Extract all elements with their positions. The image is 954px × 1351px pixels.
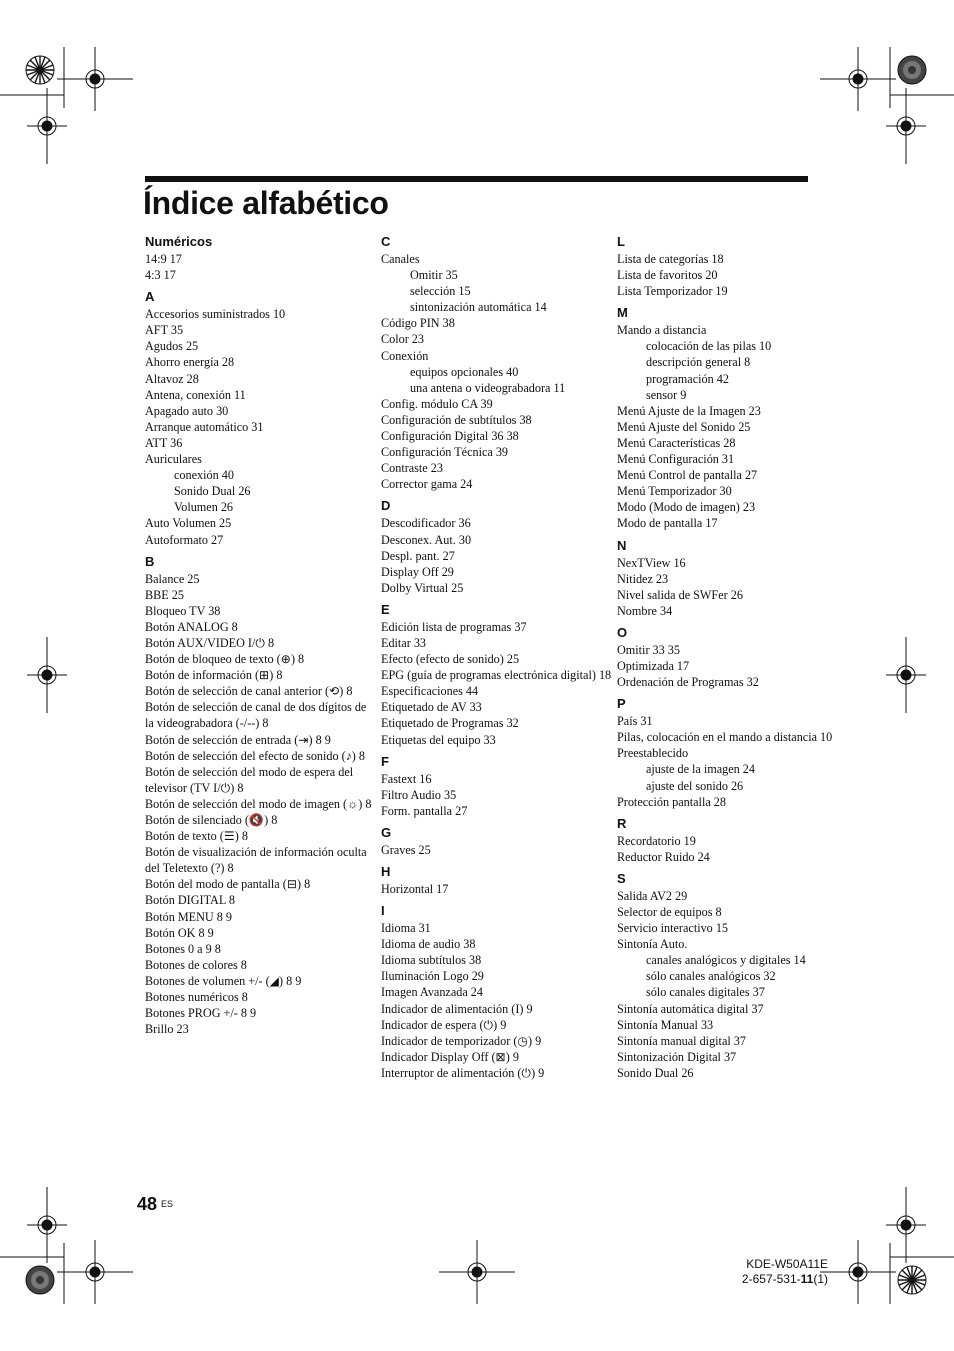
- index-subentry: conexión 40: [174, 468, 234, 483]
- index-entry: Botón ANALOG 8: [145, 619, 238, 634]
- section-heading: F: [381, 753, 389, 769]
- index-entry: Descodificador 36: [381, 516, 471, 531]
- index-entry: Mando a distancia: [617, 323, 707, 338]
- index-entry: Accesorios suministrados 10: [145, 307, 286, 322]
- index-entry: Reductor Ruido 24: [617, 849, 710, 864]
- index-entry: Desconex. Aut. 30: [381, 532, 472, 547]
- index-entry: Corrector gama 24: [381, 477, 473, 492]
- index-entry: Indicador de espera (⏻) 9: [381, 1017, 507, 1032]
- index-entry: Sintonización Digital 37: [617, 1049, 737, 1064]
- index-entry: Editar 33: [381, 635, 427, 650]
- index-entry: Canales: [381, 252, 420, 266]
- index-entry: Lista Temporizador 19: [617, 284, 728, 299]
- section-heading: M: [617, 305, 628, 321]
- index-subentry: Sonido Dual 26: [174, 484, 251, 499]
- index-entry: Auto Volumen 25: [145, 516, 232, 531]
- section-heading: I: [381, 903, 385, 919]
- index-subentry: canales analógicos y digitales 14: [646, 953, 806, 968]
- index-entry: Idioma subtítulos 38: [381, 953, 482, 968]
- page-language-code: ES: [161, 1199, 174, 1209]
- index-entry: Graves 25: [381, 842, 431, 857]
- index-entry: Botón de selección del modo de espera del televisor (TV I/⏻) 8: [145, 764, 354, 795]
- index-entry: Botón de silenciado (🔇) 8: [145, 813, 278, 827]
- index-subentry: equipos opcionales 40: [410, 364, 519, 379]
- index-entry: Botón OK 8 9: [145, 925, 214, 940]
- section-heading: B: [145, 553, 155, 569]
- page-number: 48: [137, 1194, 158, 1214]
- index-column-3: [617, 233, 849, 1081]
- index-entry: Botón de información (⊞) 8: [145, 668, 283, 683]
- index-entry: Etiquetado de AV 33: [381, 700, 482, 715]
- index-entry: BBE 25: [145, 587, 184, 602]
- index-entry: Pilas, colocación en el mando a distancia 10: [617, 730, 833, 745]
- index-entry: Brillo 23: [145, 1022, 189, 1037]
- index-entry: Nivel salida de SWFer 26: [617, 587, 743, 602]
- document-code: 2-657-531-11(1): [741, 1272, 828, 1286]
- index-entry: Auriculares: [145, 452, 202, 467]
- section-heading: H: [381, 864, 391, 879]
- index-entry: Sintonía manual digital 37: [617, 1033, 746, 1048]
- index-entry: País 31: [617, 714, 653, 729]
- index-subentry: ajuste del sonido 26: [646, 778, 744, 793]
- index-entry: Color 23: [381, 332, 424, 347]
- index-entry: Etiquetado de Programas 32: [381, 716, 519, 731]
- index-entry: 4:3 17: [145, 268, 176, 283]
- index-subentry: colocación de las pilas 10: [646, 339, 772, 354]
- index-entry: Protección pantalla 28: [617, 794, 726, 809]
- index-entry: Botón de selección de canal anterior (⟲) 8: [145, 684, 353, 699]
- index-subentry: ajuste de la imagen 24: [646, 762, 755, 777]
- index-subentry: sólo canales digitales 37: [646, 985, 765, 1000]
- index-entry: Nitidez 23: [617, 571, 669, 586]
- index-column-2: [381, 233, 613, 1081]
- index-entry: Arranque automático 31: [145, 419, 264, 434]
- index-entry: Botones de volumen +/- (◢) 8 9: [145, 973, 302, 988]
- section-heading: Numéricos: [145, 234, 213, 249]
- model-info: [742, 1257, 828, 1287]
- section-heading: L: [617, 234, 625, 249]
- index-entry: Form. pantalla 27: [381, 803, 468, 818]
- index-entry: Autoformato 27: [145, 532, 224, 547]
- index-entry: Idioma 31: [381, 921, 431, 936]
- index-subentry: Volumen 26: [174, 500, 234, 515]
- index-entry: Menú Ajuste del Sonido 25: [617, 419, 751, 434]
- index-entry: Horizontal 17: [381, 882, 449, 896]
- index-entry: Preestablecido: [617, 746, 689, 761]
- index-entry: Display Off 29: [381, 564, 454, 579]
- index-entry: Altavoz 28: [145, 371, 199, 386]
- index-entry: Recordatorio 19: [617, 833, 696, 848]
- index-entry: Efecto (efecto de sonido) 25: [381, 652, 520, 667]
- index-entry: Omitir 33 35: [617, 642, 680, 657]
- index-entry: Especificaciones 44: [381, 684, 479, 699]
- index-entry: Botón de selección de entrada (⇥) 8 9: [145, 732, 331, 747]
- section-heading: S: [617, 870, 626, 886]
- index-entry: Interruptor de alimentación (⏻) 9: [381, 1065, 545, 1080]
- index-entry: Salida AV2 29: [617, 888, 688, 903]
- index-entry: Config. módulo CA 39: [381, 396, 493, 411]
- index-entry: Fastext 16: [381, 771, 432, 786]
- index-subentry: selección 15: [410, 284, 471, 299]
- section-heading: N: [617, 537, 627, 553]
- index-subentry: sólo canales analógicos 32: [646, 969, 776, 984]
- index-entry: Bloqueo TV 38: [145, 603, 221, 618]
- index-subentry: Omitir 35: [410, 268, 458, 283]
- index-entry: Botones PROG +/- 8 9: [145, 1006, 257, 1021]
- index-entry: Botón de selección del modo de imagen (☼) 8: [145, 796, 372, 811]
- index-entry: Modo de pantalla 17: [617, 516, 718, 531]
- model-number: KDE-W50A11E: [746, 1257, 828, 1271]
- index-entry: Etiquetas del equipo 33: [381, 732, 496, 747]
- index-entry: Contraste 23: [381, 461, 443, 476]
- index-entry: Configuración de subtítulos 38: [381, 412, 532, 427]
- index-entry: Menú Características 28: [617, 435, 736, 450]
- index-entry: Conexión: [381, 348, 429, 363]
- index-entry: Botón AUX/VIDEO I/⏻ 8: [145, 635, 275, 650]
- section-heading: P: [617, 696, 626, 712]
- index-entry: NexTView 16: [617, 555, 686, 570]
- index-entry: Despl. pant. 27: [381, 548, 455, 563]
- index-entry: Indicador de alimentación (I) 9: [381, 1001, 533, 1016]
- section-heading: D: [381, 498, 391, 514]
- index-entry: Menú Temporizador 30: [617, 484, 732, 499]
- index-entry: Ordenación de Programas 32: [617, 675, 759, 690]
- index-entry: Antena, conexión 11: [145, 387, 246, 402]
- index-entry: Sintonía Manual 33: [617, 1017, 714, 1032]
- index-entry: Botones de colores 8: [145, 957, 247, 972]
- index-entry: Botones numéricos 8: [145, 990, 248, 1005]
- index-entry: Botones 0 a 9 8: [145, 941, 221, 956]
- index-entry: Dolby Virtual 25: [381, 580, 464, 595]
- index-entry: AFT 35: [145, 323, 184, 338]
- index-entry: Código PIN 38: [381, 316, 455, 331]
- index-entry: Indicador Display Off (⊠) 9: [381, 1049, 519, 1064]
- index-entry: Botón de selección de canal de dos dígitos de la videograbadora (-/--) 8: [145, 700, 367, 731]
- index-entry: Nombre 34: [617, 603, 673, 618]
- index-subentry: programación 42: [646, 371, 729, 386]
- index-entry: Apagado auto 30: [145, 403, 229, 418]
- index-entry: Selector de equipos 8: [617, 905, 722, 919]
- index-subentry: sensor 9: [646, 387, 687, 402]
- index-column-1: [145, 233, 377, 1037]
- index-entry: Agudos 25: [145, 339, 199, 354]
- index-entry: Botón DIGITAL 8: [145, 893, 235, 908]
- index-subentry: una antena o videograbadora 11: [410, 380, 566, 395]
- index-entry: Botón de bloqueo de texto (⊕) 8: [145, 652, 305, 667]
- index-entry: Idioma de audio 38: [381, 937, 476, 952]
- index-entry: Sintonía Auto.: [617, 937, 688, 952]
- index-entry: ATT 36: [145, 435, 183, 450]
- index-entry: Menú Configuración 31: [617, 452, 735, 467]
- index-entry: Botón de texto (☰) 8: [145, 829, 248, 844]
- index-entry: EPG (guía de programas electrónica digital) 18: [381, 668, 612, 683]
- index-entry: Filtro Audio 35: [381, 787, 457, 802]
- index-entry: Ahorro energía 28: [145, 355, 235, 370]
- index-entry: Botón de visualización de información oculta del Teletexto (?) 8: [145, 845, 367, 876]
- index-entry: Edición lista de programas 37: [381, 619, 527, 634]
- index-entry: Optimizada 17: [617, 658, 690, 673]
- index-entry: Indicador de temporizador (◷) 9: [381, 1033, 542, 1048]
- section-heading: C: [381, 234, 391, 249]
- index-entry: Sonido Dual 26: [617, 1065, 694, 1080]
- index-entry: Configuración Técnica 39: [381, 445, 509, 460]
- index-entry: Menú Ajuste de la Imagen 23: [617, 403, 761, 418]
- index-entry: Menú Control de pantalla 27: [617, 468, 758, 483]
- index-entry: Sintonía automática digital 37: [617, 1001, 764, 1016]
- page-title: Índice alfabético: [143, 185, 389, 221]
- section-heading: R: [617, 815, 627, 831]
- section-heading: G: [381, 824, 392, 840]
- section-heading: A: [145, 289, 155, 305]
- index-subentry: descripción general 8: [646, 355, 751, 370]
- index-entry: Configuración Digital 36 38: [381, 429, 519, 444]
- index-entry: Botón MENU 8 9: [145, 909, 233, 924]
- index-entry: Lista de categorías 18: [617, 252, 724, 266]
- index-entry: Balance 25: [145, 571, 200, 586]
- index-entry: Botón del modo de pantalla (⊟) 8: [145, 877, 311, 892]
- index-entry: Servicio interactivo 15: [617, 921, 729, 936]
- index-subentry: sintonización automática 14: [410, 300, 547, 315]
- section-heading: E: [381, 601, 390, 617]
- index-entry: 14:9 17: [145, 252, 182, 266]
- index-entry: Lista de favoritos 20: [617, 268, 718, 283]
- index-entry: Imagen Avanzada 24: [381, 985, 483, 1000]
- section-heading: O: [617, 624, 628, 640]
- index-entry: Iluminación Logo 29: [381, 969, 484, 984]
- index-entry: Botón de selección del efecto de sonido (♪) 8: [145, 748, 365, 763]
- index-entry: Modo (Modo de imagen) 23: [617, 500, 756, 515]
